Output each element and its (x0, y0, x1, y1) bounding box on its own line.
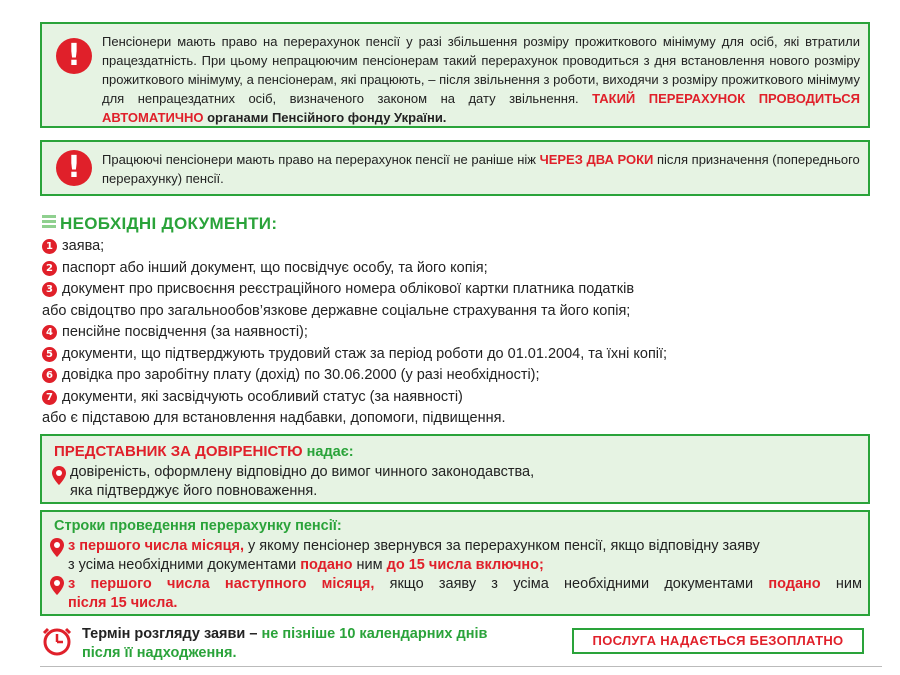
review-term-label: Термін розгляду заяви – (82, 626, 258, 642)
document-list-item (42, 236, 862, 258)
document-list-item (42, 301, 862, 323)
document-list-text: паспорт або інший документ, що посвідчує особу, та його копія; (62, 259, 488, 276)
notice-text (102, 32, 860, 127)
notice-highlight: ТАКИЙ ПЕРЕРАХУНОК ПРОВОДИТЬСЯ АВТОМАТИЧНО (102, 91, 860, 125)
terms-item-2-text-2: ним (820, 576, 862, 592)
notice-body: Працюючі пенсіонери мають право на перерахунок пенсії не раніше ніж (102, 152, 540, 167)
terms-item-1-text-3: ним (352, 557, 387, 573)
documents-section (42, 212, 862, 430)
terms-item-1-text: у якому пенсіонер звернувся за перерахунком пенсії, якщо відповідну заяву (243, 538, 760, 554)
map-pin-icon (50, 538, 64, 557)
documents-list (42, 236, 862, 430)
map-pin-icon (52, 466, 66, 485)
document-list-text: пенсійне посвідчення (за наявності); (62, 324, 308, 340)
document-list-item (42, 279, 862, 301)
terms-box (40, 510, 870, 616)
document-list-text: заява; (62, 238, 105, 254)
review-term-value: не пізніше 10 календарних днів (257, 626, 488, 642)
document-list-text: документи, що підтверджують трудовий стаж за період роботи до 01.01.2004, та їхні копії; (62, 345, 668, 362)
notice-tail: після призначення (попереднього перерахунку) пенсії. (102, 152, 860, 186)
notice-text (102, 150, 860, 188)
document-list-item (42, 408, 862, 430)
terms-title: Строки проведення перерахунку пенсії: (54, 518, 342, 534)
number-badge: 3 (42, 282, 57, 297)
number-badge: 2 (42, 261, 57, 276)
divider (40, 666, 882, 667)
notice-body: Пенсіонери мають право на перерахунок пенсії у разі збільшення розміру прожиткового мінімуму для осіб, які втратили працездатність. При цьому непрацюючим пенсіонерам такий перерахунок проводиться з дня встановлення нового розміру прожиткового мінімуму, а пенсіонерам, які працюють, – після звільнення з роботи, виходячи з розміру прожиткового мінімуму для непрацездатних осіб, визначеного законом на дату звільнення. (102, 34, 860, 106)
terms-item-1-line-2 (68, 555, 544, 575)
map-pin-icon (50, 576, 64, 595)
terms-item-1-line-1 (68, 536, 760, 556)
terms-item-2-text: якщо заяву з усіма необхідними документами (374, 576, 769, 592)
review-term-line-1 (82, 624, 487, 644)
document-list-item (42, 258, 862, 280)
representative-box (40, 434, 870, 504)
document-list-item (42, 344, 862, 366)
representative-title-suffix: надає: (302, 444, 354, 460)
exclamation-icon: ! (56, 150, 92, 186)
number-badge: 1 (42, 239, 57, 254)
notice-highlight: ЧЕРЕЗ ДВА РОКИ (539, 152, 654, 167)
exclamation-icon: ! (56, 38, 92, 74)
document-list-text: або є підставою для встановлення надбавки, допомоги, підвищення. (42, 410, 506, 426)
document-list-item (42, 365, 862, 387)
notice-box-auto-recalc (40, 22, 870, 128)
terms-item-2-submitted: подано (768, 576, 821, 592)
number-badge: 7 (42, 390, 57, 405)
terms-item-2-deadline: після 15 числа. (68, 595, 178, 611)
document-list-item (42, 387, 862, 409)
document-list-text: документи, які засвідчують особливий статус (за наявності) (62, 388, 463, 405)
terms-item-1-deadline: до 15 числа включно; (386, 557, 544, 573)
document-icon (42, 214, 56, 231)
documents-title-text: НЕОБХІДНІ ДОКУМЕНТИ: (60, 214, 278, 233)
clock-icon (42, 626, 72, 656)
document-list-text: або свідоцтво про загальнообов’язкове державне соціальне страхування та його копія; (42, 302, 631, 319)
free-service-badge: ПОСЛУГА НАДАЄТЬСЯ БЕЗОПЛАТНО (572, 628, 864, 654)
terms-item-1-text-2: з усіма необхідними документами (68, 557, 301, 573)
terms-item-2-highlight: з першого числа наступного місяця, (68, 576, 375, 592)
document-list-text: документ про присвоєння реєстраційного номера облікової картки платника податків (62, 281, 635, 297)
documents-title (42, 212, 862, 236)
notice-tail: органами Пенсійного фонду України. (203, 110, 447, 125)
representative-title (54, 442, 354, 462)
representative-line-1: довіреність, оформлену відповідно до вимог чинного законодавства, (70, 464, 535, 480)
number-badge: 4 (42, 325, 57, 340)
terms-item-1-submitted: подано (300, 557, 353, 573)
terms-item-2-line-1 (68, 574, 862, 594)
representative-title-red: ПРЕДСТАВНИК ЗА ДОВІРЕНІСТЮ (54, 443, 303, 460)
representative-line-2: яка підтверджує його повноваження. (70, 483, 318, 499)
terms-item-2-line-2 (68, 593, 177, 613)
number-badge: 6 (42, 368, 57, 383)
document-list-item (42, 322, 862, 344)
terms-item-1-highlight: з першого числа місяця, (68, 538, 244, 554)
document-list-text: довідка про заробітну плату (дохід) по 30.06.2000 (у разі необхідності); (62, 367, 540, 383)
notice-box-working-pensioners (40, 140, 870, 196)
review-term-line-2: після її надходження. (82, 645, 237, 661)
number-badge: 5 (42, 347, 57, 362)
